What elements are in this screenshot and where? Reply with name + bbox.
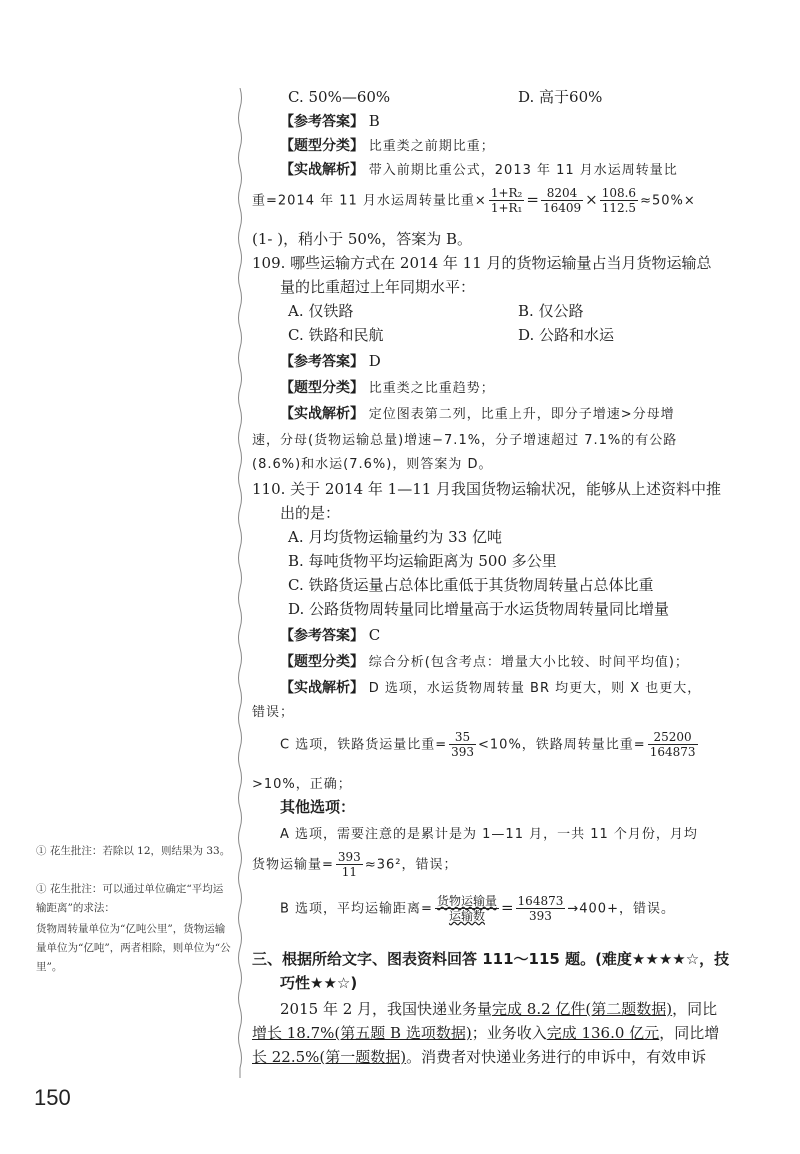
q109-option-d: D. 公路和水运 [518, 326, 615, 344]
section-3-paragraph-line1: 2015 年 2 月，我国快递业务量完成 8.2 亿件(第二题数据)，同比 [280, 1000, 718, 1018]
q110-option-a-analysis-line2: 货物运输量= $\frac{393}{11}$ ≈36²，错误； [252, 850, 458, 879]
fraction-rail-volume: $\frac{35}{393}$ [451, 730, 475, 759]
q110-analysis-line2: 错误； [252, 705, 295, 720]
q109-analysis-line2: 速，分母(货物运输总量)增速−7.1%，分子增速超过 7.1%的有公路 [252, 433, 678, 448]
q110-stem-line2: 出的是： [280, 504, 341, 522]
q108-answer: 【参考答案】 B [280, 112, 380, 130]
q109-option-c: C. 铁路和民航 [288, 326, 384, 344]
section-3-title-line2: 巧性★★☆) [280, 974, 358, 992]
section-3-paragraph-line3: 长 22.5%(第一题数据)。消费者对快递业务进行的申诉中，有效申诉 [252, 1048, 707, 1066]
option-d: D. 高于60% [518, 88, 603, 106]
q109-stem-line1: 109. 哪些运输方式在 2014 年 11 月的货物运输量占当月货物运输总 [252, 254, 712, 272]
q110-option-a-analysis-line1: A 选项，需要注意的是累计是为 1—11 月，一共 11 个月份，月均 [280, 827, 698, 842]
margin-note-1: ① 花生批注：若除以 12，则结果为 33。 [36, 845, 231, 857]
fraction-index: $\frac{108.6}{112.5}$ [601, 186, 637, 215]
margin-divider [236, 88, 244, 1078]
page-number: 150 [34, 1085, 71, 1110]
q108-analysis-line3: (1- )，稍小于 50%，答案为 B。 [252, 230, 472, 248]
q110-analysis-line1: 【实战解析】 D 选项，水运货物周转量 BR 均更大，则 X 也更大， [280, 680, 702, 696]
q110-type: 【题型分类】 综合分析(包含考点：增量大小比较、时间平均值)； [280, 654, 689, 670]
q110-option-b-analysis: B 选项，平均运输距离= $\frac{\text{货物运输量}}{\text{运输数}}$ = $\frac{164873}{393}$ →400+，错误。 [280, 894, 675, 923]
q110-option-c-conclusion: >10%，正确； [252, 777, 352, 792]
q110-option-c-analysis: C 选项，铁路货运量比重= $\frac{35}{393}$ <10%，铁路周转量比重= $\frac{25200}{164873}$ [280, 730, 696, 759]
q109-stem-line2: 量的比重超过上年同期水平： [280, 278, 476, 296]
section-3-title-line1: 三、根据所给文字、图表资料回答 111～115 题。(难度★★★★☆，技 [252, 950, 730, 968]
fraction-share: $\frac{8204}{16409}$ [542, 186, 582, 215]
q110-option-a: A. 月均货物运输量约为 33 亿吨 [288, 528, 502, 546]
fraction-distance-formula: $\frac{\text{货物运输量}}{\text{运输数}}$ [436, 894, 497, 923]
q110-answer: 【参考答案】 C [280, 626, 381, 644]
q109-option-b: B. 仅公路 [518, 302, 584, 320]
fraction-rail-turnover: $\frac{25200}{164873}$ [649, 730, 696, 759]
q110-stem-line1: 110. 关于 2014 年 1—11 月我国货物运输状况，能够从上述资料中推 [252, 480, 722, 498]
q110-option-c: C. 铁路货运量占总体比重低于其货物周转量占总体比重 [288, 576, 654, 594]
section-3-paragraph-line2: 增长 18.7%(第五题 B 选项数据)；业务收入完成 136.0 亿元，同比增 [252, 1024, 720, 1042]
q108-analysis-line2: 重=2014 年 11 月水运周转量比重× $\frac{\text{1+R₂}}{\text{1+R₁}}$ = $\frac{8204}{16409}$ × $\frac{108.6}{112.5}$ ≈50%× [252, 186, 696, 215]
q109-analysis-line3: (8.6%)和水运(7.6%)，则答案为 D。 [252, 457, 493, 472]
option-c: C. 50%—60% [288, 88, 391, 106]
q110-option-d: D. 公路货物周转量同比增量高于水运货物周转量同比增量 [288, 600, 670, 618]
fraction-monthly-average: $\frac{393}{11}$ [337, 850, 361, 879]
q108-type: 【题型分类】 比重类之前期比重； [280, 138, 495, 154]
q109-option-a: A. 仅铁路 [288, 302, 354, 320]
other-options-label: 其他选项： [280, 798, 356, 816]
q110-option-b: B. 每吨货物平均运输距离为 500 多公里 [288, 552, 557, 570]
margin-note-2: ① 花生批注：可以通过单位确定“平均运输距离”的求法： 货物周转量单位为“亿吨公里”，货物运输量单位为“亿吨”，两者相除，则单位为“公里”。 [36, 883, 231, 973]
fraction-growth: $\frac{\text{1+R₂}}{\text{1+R₁}}$ [490, 186, 523, 215]
q108-analysis-line1: 【实战解析】 带入前期比重公式，2013 年 11 月水运周转量比 [280, 162, 678, 178]
q109-analysis-line1: 【实战解析】 定位图表第二列，比重上升，即分子增速>分母增 [280, 406, 675, 422]
q109-type: 【题型分类】 比重类之比重趋势； [280, 380, 495, 396]
fraction-distance-values: $\frac{164873}{393}$ [517, 894, 564, 923]
q109-answer: 【参考答案】 D [280, 352, 381, 370]
